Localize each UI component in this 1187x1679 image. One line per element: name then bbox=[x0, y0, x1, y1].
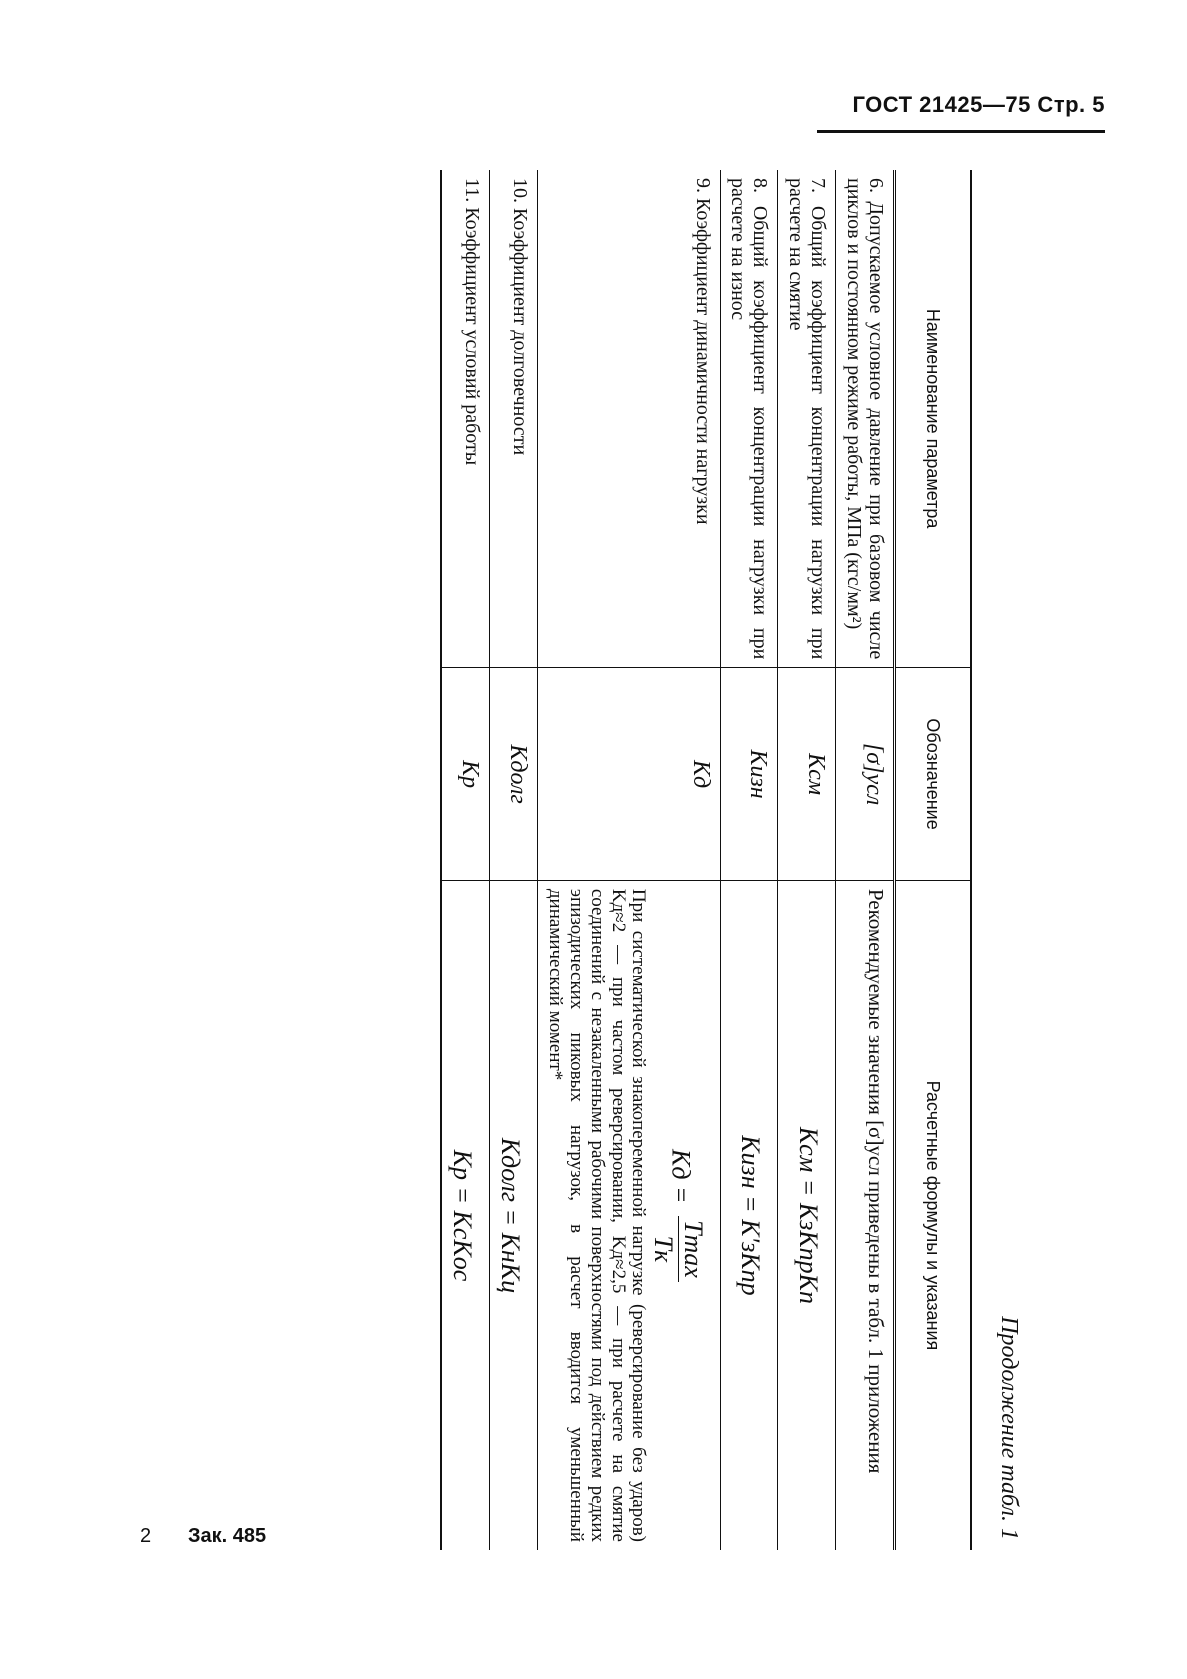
param-name: 11. Коэффициент условий работы bbox=[441, 170, 490, 668]
header-parameter-name: Наименование параметра bbox=[895, 170, 972, 668]
header-formulas: Расчетные формулы и указания bbox=[895, 880, 972, 1550]
param-symbol: Kр bbox=[441, 668, 490, 881]
param-formula: Kдолг = KнKц bbox=[495, 1137, 525, 1294]
rotated-page-content bbox=[160, 170, 1040, 1550]
header-rule bbox=[817, 130, 1105, 133]
table-row bbox=[836, 170, 895, 1550]
param-formula-cell bbox=[537, 880, 720, 1550]
parameters-table bbox=[440, 170, 972, 1550]
param-name: 6. Допускаемое условное давление при базовом числе циклов и постоянном режиме работы, МПа (кгс/мм²) bbox=[842, 178, 887, 660]
table-caption: Продолжение табл. 1 bbox=[996, 1316, 1022, 1540]
param-name: 7. Общий коэффициент концентрации нагрузки при расчете на смятие bbox=[778, 170, 836, 668]
param-symbol: Kизн bbox=[720, 668, 778, 881]
formula-lhs: Kд = bbox=[666, 1149, 696, 1204]
param-formula-cell bbox=[441, 880, 490, 1550]
order-number: Зак. 485 bbox=[188, 1525, 267, 1547]
formula-fraction bbox=[648, 1216, 707, 1282]
param-name: 9. Коэффициент динамичности нагрузки bbox=[537, 170, 720, 668]
table-row bbox=[489, 170, 537, 1550]
table-row bbox=[441, 170, 490, 1550]
param-note: При систематической знакопеременной нагрузке (реверсирование без ударов) Kд≈2 — при частом реверсировании, Kд≈2,5 — при расчете на смятие соединений с незакаленными рабочими поверхностями под действием редких эпизодических пиковых нагрузок, в расчет вводится уменьшенный динамический момент* bbox=[544, 888, 650, 1542]
param-symbol: Kд bbox=[537, 668, 720, 881]
formula-denominator: Tк bbox=[648, 1235, 678, 1263]
page-number: 2 bbox=[140, 1525, 152, 1547]
param-formula-cell bbox=[836, 880, 895, 1550]
param-formula: Kр = KсKос bbox=[447, 1149, 477, 1282]
param-formula: Kизн = K′зKпр bbox=[736, 1135, 766, 1296]
param-formula bbox=[648, 889, 713, 1542]
table-row bbox=[778, 170, 836, 1550]
table-row bbox=[537, 170, 720, 1550]
param-symbol: Kдолг bbox=[489, 668, 537, 881]
param-symbol: Kсм bbox=[778, 668, 836, 881]
param-formula-cell bbox=[489, 880, 537, 1550]
table-header-row bbox=[895, 170, 972, 1550]
param-symbol: [σ]усл bbox=[836, 668, 895, 881]
param-formula: Kсм = KзKпрKп bbox=[794, 1126, 824, 1305]
page-header: ГОСТ 21425—75 Стр. 5 bbox=[852, 92, 1105, 117]
param-formula-cell bbox=[720, 880, 778, 1550]
param-note: Рекомендуемые значения [σ]усл приведены в табл. 1 приложения bbox=[864, 888, 888, 1474]
param-name: 10. Коэффициент долговечности bbox=[489, 170, 537, 668]
param-formula-cell bbox=[778, 880, 836, 1550]
header-symbol: Обозначение bbox=[895, 668, 972, 881]
formula-numerator: Tmax bbox=[678, 1216, 708, 1282]
param-name: 8. Общий коэффициент концентрации нагрузки при расчете на износ bbox=[720, 170, 778, 668]
table-row bbox=[720, 170, 778, 1550]
